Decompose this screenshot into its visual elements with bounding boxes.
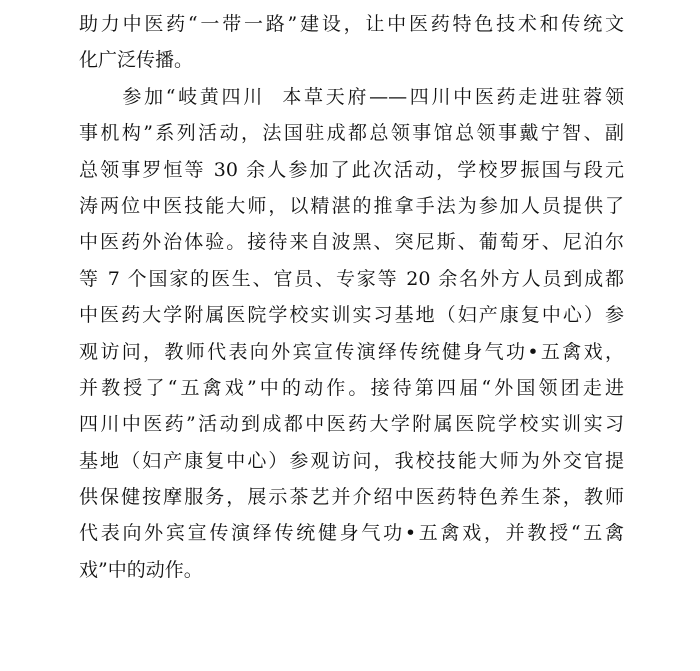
text-line: 助力中医药“一带一路”建设，让中医药特色技术和传统文: [79, 13, 624, 35]
text-line: 供保健按摩服务，展示茶艺并介绍中医药特色养生茶，教师: [79, 486, 624, 509]
text-line: 基地（妇产康复中心）参观访问，我校技能大师为外交官提: [79, 449, 624, 472]
text-line: 中医药外治体验。接待来自波黑、突尼斯、葡萄牙、尼泊尔: [79, 231, 624, 254]
text-line: 等 7 个国家的医生、官员、专家等 20 余名外方人员到成都: [79, 267, 624, 290]
paragraph-2: [79, 79, 624, 588]
text-line: 戏”中的动作。: [79, 558, 203, 581]
text-line: 观访问，教师代表向外宾宣传演绎传统健身气功•五禽戏，: [79, 340, 624, 363]
text-line: 并教授了“五禽戏”中的动作。接待第四届“外国领团走进: [79, 376, 624, 399]
text-line: 参加“岐黄四川 本草天府——四川中医药走进驻蓉领: [79, 85, 624, 108]
text-line: 代表向外宾宣传演绎传统健身气功•五禽戏，并教授“五禽: [79, 522, 624, 545]
document-page: [79, 0, 624, 588]
text-line: 中医药大学附属医院学校实训实习基地（妇产康复中心）参: [79, 304, 624, 327]
text-line: 四川中医药”活动到成都中医药大学附属医院学校实训实习: [79, 413, 624, 436]
text-line: 涛两位中医技能大师，以精湛的推拿手法为参加人员提供了: [79, 194, 624, 217]
text-line: 总领事罗恒等 30 余人参加了此次活动，学校罗振国与段元: [79, 158, 624, 181]
paragraph-1: [79, 6, 624, 79]
text-line: 化广泛传播。: [79, 49, 194, 72]
text-line: 事机构”系列活动，法国驻成都总领事馆总领事戴宁智、副: [79, 122, 624, 145]
